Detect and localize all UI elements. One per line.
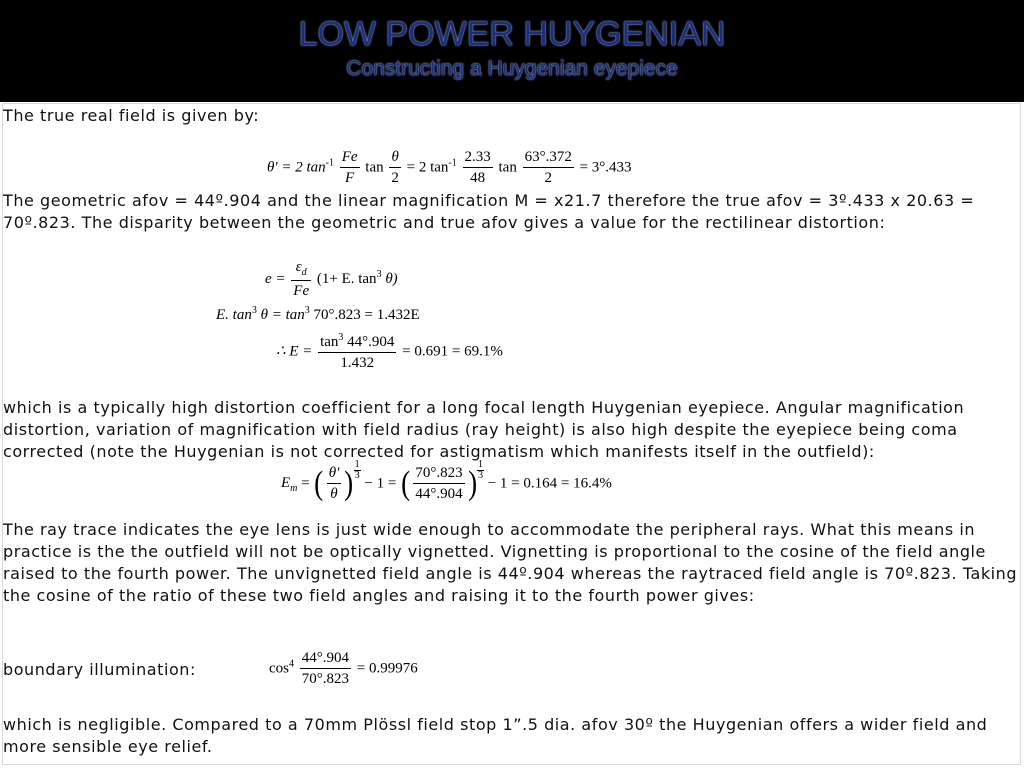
eq1-tan: tan: [365, 159, 384, 176]
eq1-inverse-sup: -1: [325, 157, 334, 169]
eq2-rhs-end: θ): [381, 270, 398, 287]
slide-subtitle: Constructing a Huygenian eyepiece: [346, 57, 678, 80]
equation-true-real-field: [267, 150, 632, 186]
eq2-lhs: e =: [265, 270, 286, 287]
eq1-fraction-fe-f: $\frac{Fe}{F}$: [341, 149, 358, 186]
slide-header: [0, 0, 1024, 102]
eq4-lhs: ∴ E =: [276, 343, 313, 360]
eq2-fraction-eps-fe: $\frac{\varepsilon_d}{Fe}$: [293, 259, 310, 299]
equation-distortion-e: [265, 260, 398, 299]
eq1-tan-2: tan: [498, 159, 517, 176]
eq1-fraction-63-372-2: $\frac{63^\circ.372}{2}$: [524, 149, 572, 186]
eq5-lhs: $E_m$: [281, 475, 298, 495]
eq5-exponent-1: $\frac{1}{3}$: [354, 459, 360, 481]
label-boundary-illumination: boundary illumination:: [3, 660, 196, 679]
equation-boundary-illumination: [269, 651, 418, 687]
paragraph-ray-trace: The ray trace indicates the eye lens is just wide enough to accommodate the peripheral rays. What this means in practice is the the outfield will not be optically vignetted. Vignetting is proportional to the cosine of the field angle raised to the fourth power. The unvignetted field angle is 44º.904 whereas the raytraced field angle is 70º.823. Taking the cosine of the ratio of these two field angles and raising it to the fourth power gives:: [3, 520, 1018, 605]
eq5-minus-one: − 1 =: [364, 475, 397, 492]
eq5-result: − 1 = 0.164 = 16.4%: [487, 475, 612, 492]
eq5-exponent-2: $\frac{1}{3}$: [477, 459, 483, 481]
paragraph-true-field-intro: The true real field is given by:: [3, 106, 260, 125]
eq3-cube-2: 3: [304, 305, 310, 316]
eq5-fraction-theta: $\frac{\theta'}{\theta}$: [328, 465, 340, 502]
eq2-cube: 3: [376, 268, 382, 280]
paragraph-geometric-afov: The geometric afov = 44º.904 and the linear magnification M = x21.7 therefore the true afov = 3º.433 x 20.63 = 70º.823. The disparity between the geometric and true afov gives a value for the rectilinear distortion:: [3, 191, 975, 232]
eq3-rhs: 70°.823 = 1.432E: [309, 307, 420, 323]
eq1-result: = 3°.433: [579, 159, 632, 176]
eq3-cube: 3: [251, 305, 257, 316]
paragraph-conclusion: which is negligible. Compared to a 70mm Plössl field stop 1”.5 dia. afov 30º the Huygenian offers a wider field and more sensible eye relief.: [3, 715, 988, 756]
eq3-mid: θ = tan: [256, 307, 305, 323]
eq3-lhs: E. tan: [216, 307, 252, 323]
eq4-fraction: $\frac{\tan^3 44^\circ.904}{1.432}$: [320, 332, 395, 371]
paragraph-distortion-coefficient: which is a typically high distortion coefficient for a long focal length Huygenian eyepiece. Angular magnification distortion, variation of magnification with field radius (ray height) is also high despite the eyepiece being coma corrected (note the Huygenian is not corrected for astigmatism which manifests itself in the outfield):: [3, 398, 965, 461]
eq1-fraction-theta-2: $\frac{\theta}{2}$: [391, 149, 399, 186]
eq2-rhs: (1+ E. tan: [316, 270, 377, 287]
eq1-fraction-2-33-48: $\frac{2.33}{48}$: [464, 149, 491, 186]
eq6-power: 4: [289, 658, 294, 670]
eq1-mid: = 2 tan: [406, 159, 449, 176]
eq6-cos: cos: [269, 660, 289, 677]
equation-e-tan-cube: [216, 306, 420, 323]
eq4-rhs: = 0.691 = 69.1%: [402, 343, 503, 360]
eq5-equals: =: [301, 475, 310, 492]
eq1-lhs: θ' = 2 tan: [267, 159, 326, 176]
eq5-fraction-angles: $\frac{70^\circ.823}{44^\circ.904}$: [415, 465, 463, 502]
eq6-result: = 0.99976: [356, 660, 418, 677]
slide-title: LOW POWER HUYGENIAN: [298, 15, 726, 53]
equation-therefore-e: [276, 333, 503, 371]
eq6-fraction: $\frac{44^\circ.904}{70^\circ.823}$: [301, 650, 349, 687]
equation-angular-magnification-distortion: $E_m$ = ( $\frac{\theta'}{\theta}$ ) $\frac{1}{3}$ − 1 = ( $\frac{70^\circ.823}{44^\circ.904}$ ) $\frac{1}{3}$ − 1 = 0.164 = 16.4%: [281, 459, 612, 502]
eq1-inverse-sup-2: -1: [448, 157, 457, 169]
